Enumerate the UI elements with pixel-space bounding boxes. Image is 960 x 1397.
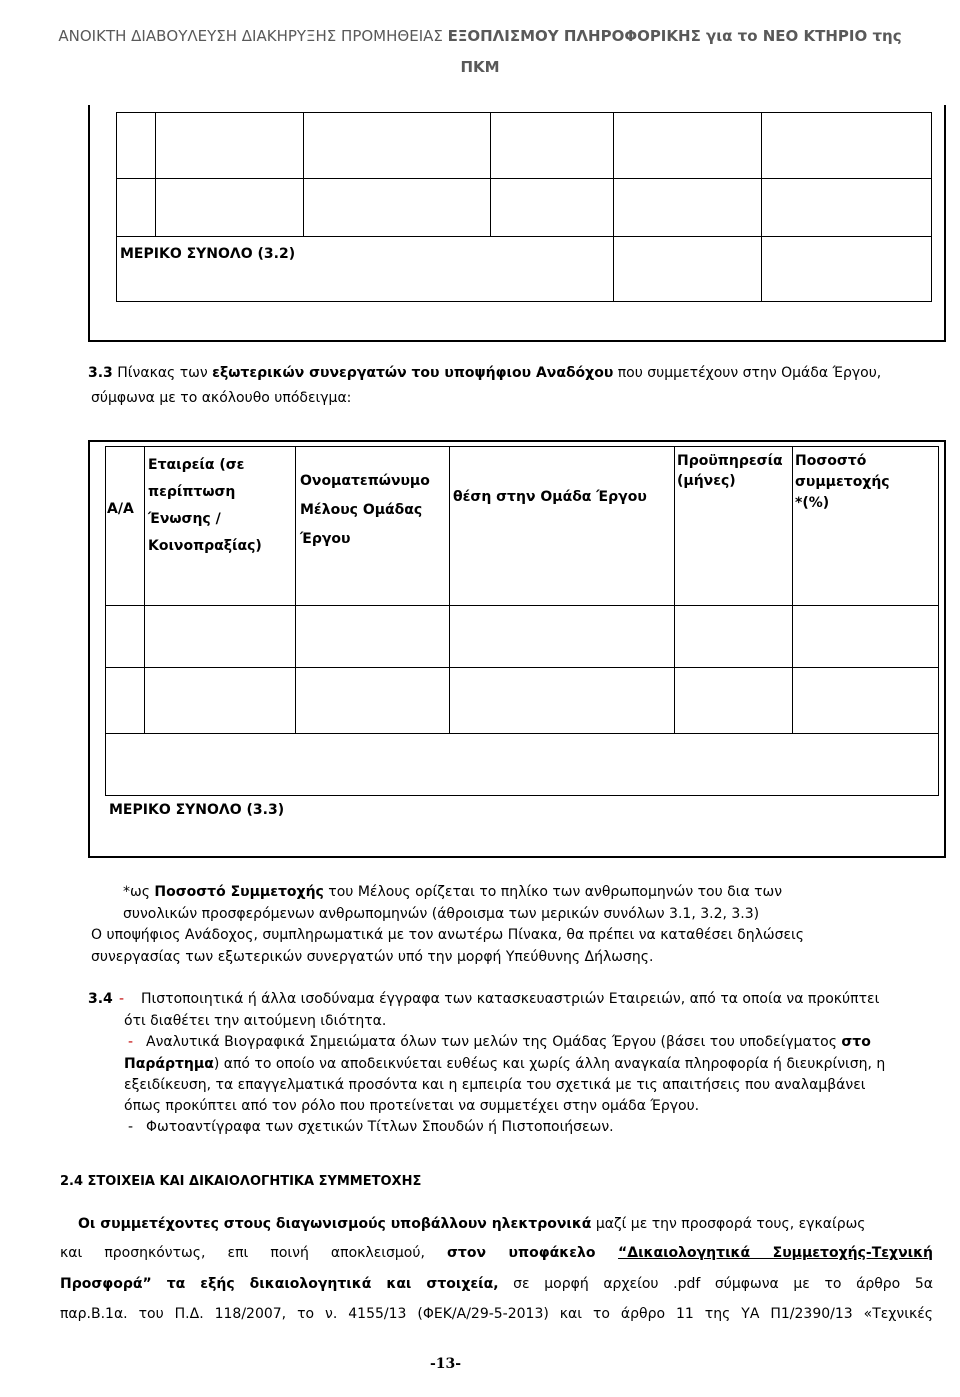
note-line-4: συνεργασίας των εξωτερικών συνεργατών υπό την μορφή Υπεύθυνης Δήλωσης. — [91, 949, 654, 965]
note-line-2: συνολικών προσφερόμενων ανθρωπομηνών (άθροισμα των μερικών συνόλων 3.1, 3.2, 3.3) — [123, 906, 760, 922]
list-dash-3: - — [128, 1119, 134, 1135]
table-3-2-subtotal-label: ΜΕΡΙΚΟ ΣΥΝΟΛΟ (3.2) — [120, 246, 296, 262]
section-2-4-title: 2.4 ΣΤΟΙΧΕΙΑ ΚΑΙ ΔΙΚΑΙΟΛΟΓΗΤΙΚΑ ΣΥΜΜΕΤΟΧΗΣ — [60, 1174, 422, 1189]
section-2-4-para-line-1: Οι συμμετέχοντες στους διαγωνισμούς υποβάλλουν ηλεκτρονικά μαζί με την προσφορά τους, εγκαίρως — [78, 1216, 866, 1232]
section-3-4-item-2-line-1: Αναλυτικά Βιογραφικά Σημειώματα όλων των μελών της Ομάδας Έργου (βάσει του υποδείγματος στο — [146, 1034, 871, 1050]
header-line-1: ΑΝΟΙΚΤΗ ΔΙΑΒΟΥΛΕΥΣΗ ΔΙΑΚΗΡΥΞΗΣ ΠΡΟΜΗΘΕΙΑΣ ΕΞΟΠΛΙΣΜΟΥ ΠΛΗΡΟΦΟΡΙΚΗΣ για το ΝΕΟ ΚΤΗΡΙΟ της — [58, 27, 902, 45]
col-header-company: Εταιρεία (σε περίπτωση Ένωσης / Κοινοπραξίας) — [148, 457, 262, 554]
list-dash-2: - — [128, 1034, 134, 1050]
section-3-4-item-1-line-1: Πιστοποιητικά ή άλλα ισοδύναμα έγγραφα των κατασκευαστριών Εταιρειών, από τα οποία να προκύπτει — [141, 991, 880, 1007]
page-number: -13- — [430, 1356, 462, 1372]
section-3-4-item-1-line-2: ότι διαθέτει την αιτούμενη ιδιότητα. — [124, 1013, 387, 1029]
section-number-3-4: 3.4 — [88, 991, 113, 1007]
col-header-participation: Ποσοστό συμμετοχής *(%) — [795, 453, 890, 511]
section-3-3-intro-line-2: σύμφωνα με το ακόλουθο υπόδειγμα: — [91, 390, 352, 406]
col-header-position: θέση στην Ομάδα Έργου — [453, 489, 647, 505]
section-3-4-item-3: Φωτοαντίγραφα των σχετικών Τίτλων Σπουδών ή Πιστοποιήσεων. — [146, 1119, 614, 1135]
note-line-1: *ως Ποσοστό Συμμετοχής του Μέλους ορίζεται το πηλίκο των ανθρωπομηνών του δια των — [123, 884, 783, 900]
section-3-4-item-2-line-2: Παράρτημα) από το οποίο να αποδεικνύεται ευθέως και χωρίς άλλη αναγκαία πληροφορία ή διευκρίνιση, η — [124, 1056, 886, 1072]
col-header-aa: Α/Α — [107, 501, 134, 517]
section-number-3-3: 3.3 — [88, 365, 113, 381]
section-3-4-item-2-line-4: όπως προκύπτει από τον ρόλο που προτείνεται να συμμετέχει στην ομάδα Έργου. — [124, 1098, 700, 1114]
col-header-experience: Προϋπηρεσία (μήνες) — [677, 453, 783, 489]
col-header-member-name: Ονοματεπώνυμο Μέλους Ομάδας Έργου — [300, 473, 430, 547]
table-3-3-subtotal-label: ΜΕΡΙΚΟ ΣΥΝΟΛΟ (3.3) — [109, 802, 285, 818]
header-line-2: ΠΚΜ — [460, 58, 500, 76]
section-2-4-para-line-2: και προσηκόντως, επι ποινή αποκλεισμού, στον υποφάκελο “Δικαιολογητικά Συμμετοχής-Τεχνική — [60, 1245, 933, 1261]
note-line-3: Ο υποψήφιος Ανάδοχος, συμπληρωματικά με τον ανωτέρω Πίνακα, θα πρέπει να καταθέσει δηλώσεις — [91, 927, 804, 943]
section-2-4-para-line-4: παρ.Β.1α. του Π.Δ. 118/2007, το ν. 4155/13 (ΦΕΚ/Α/29-5-2013) και το άρθρο 11 της ΥΑ Π1/2390/13 «Τεχνικές — [60, 1306, 933, 1322]
list-dash-1: - — [119, 991, 125, 1007]
document-header — [0, 24, 960, 80]
section-3-4-item-2-line-3: εξειδίκευση, τα επαγγελματικά προσόντα και η εμπειρία του σχετικά με τις απαιτήσεις που αναλαμβάνει — [124, 1077, 866, 1093]
section-3-3-intro: 3.3 Πίνακας των εξωτερικών συνεργατών του υποψήφιου Αναδόχου που συμμετέχουν στην Ομάδα Έργου, — [88, 365, 882, 381]
section-2-4-para-line-3: Προσφορά” τα εξής δικαιολογητικά και στοιχεία, σε μορφή αρχείου .pdf σύμφωνα με το άρθρο 5α — [60, 1276, 933, 1292]
